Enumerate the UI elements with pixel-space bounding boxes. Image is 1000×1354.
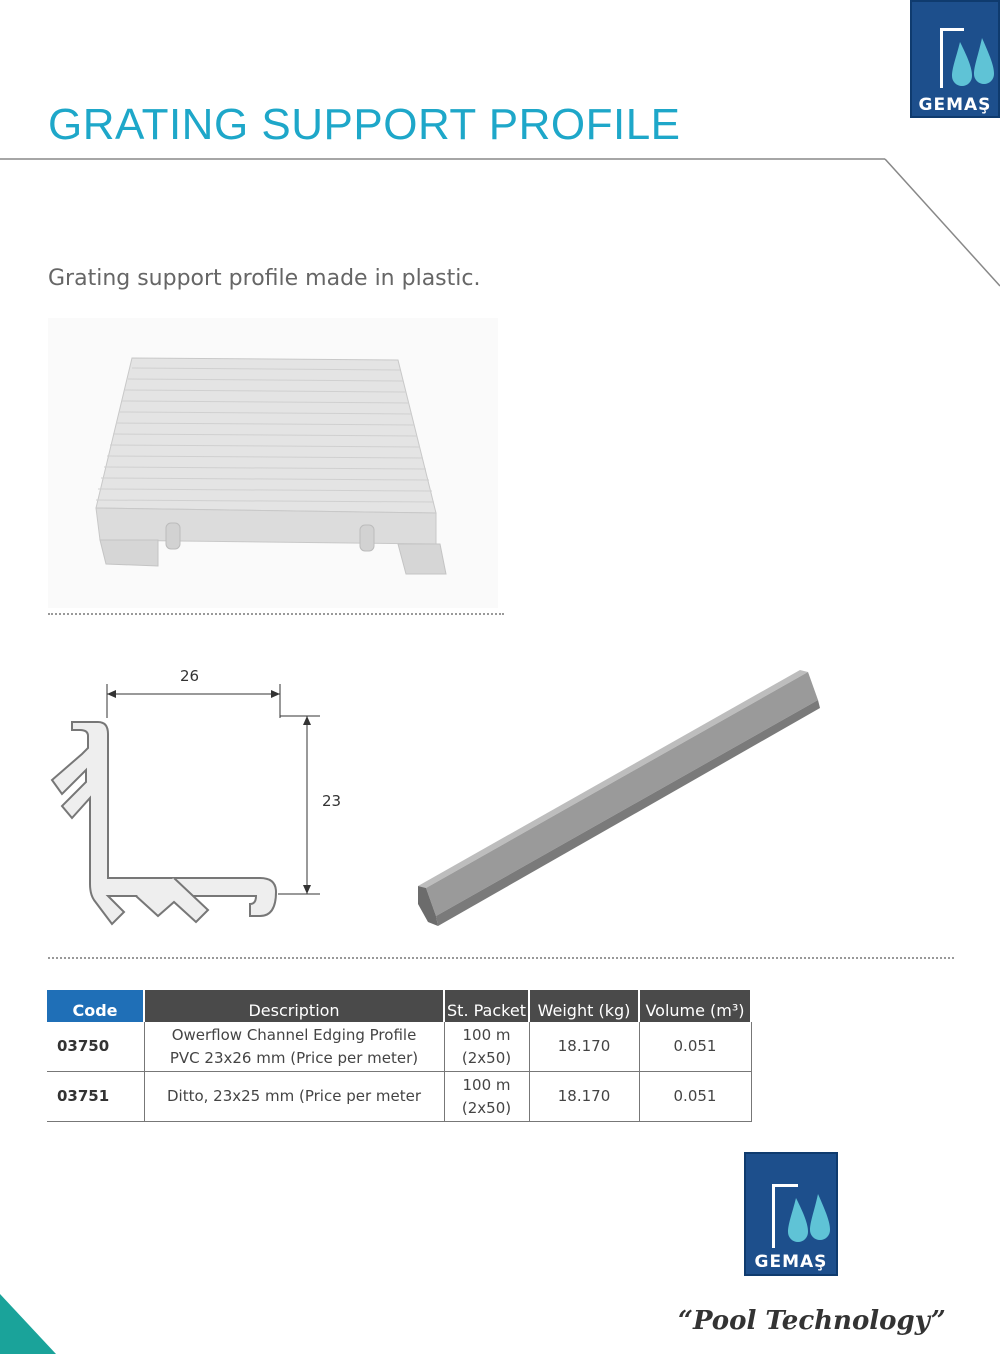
desc-line: Ditto, 23x25 mm (Price per meter [166,1087,422,1105]
page-title: GRATING SUPPORT PROFILE [48,100,681,149]
brand-name: GEMAŞ [912,94,998,116]
corner-accent [0,1294,60,1354]
cell-volume: 0.051 [639,1022,751,1072]
packet-line: (2x50) [461,1048,512,1067]
brand-logo-top [910,0,1000,118]
table-row [47,1022,751,1072]
dim-width-label: 26 [180,667,200,685]
divider [48,613,504,615]
cell-weight: 18.170 [529,1072,639,1122]
col-header-volume: Volume (m³) [639,990,751,1022]
cell-packet [444,1072,529,1122]
profile-section-drawing [50,680,350,940]
packet-line: 100 m [462,1025,511,1044]
brand-logo-bottom [744,1152,838,1276]
cell-code: 03751 [47,1072,144,1122]
col-header-weight: Weight (kg) [529,990,639,1022]
col-header-description: Description [144,990,444,1022]
cell-code: 03750 [47,1022,144,1072]
spec-table [47,990,752,1122]
drops-icon [746,1154,836,1254]
table-row [47,1072,751,1122]
cell-description [144,1022,444,1072]
cell-description [144,1072,444,1122]
cell-weight: 18.170 [529,1022,639,1072]
drops-icon [912,2,998,98]
grating-image [48,318,498,608]
packet-line: (2x50) [461,1098,512,1117]
divider [48,957,954,959]
col-header-packet: St. Packet [444,990,529,1022]
desc-line: Owerflow Channel Edging Profile [171,1025,417,1044]
col-header-code: Code [47,990,144,1022]
dim-height-label: 23 [322,792,342,810]
page-subtitle: Grating support profile made in plastic. [48,266,481,291]
brand-tagline: “Pool Technology” [678,1306,946,1336]
table-header-row [47,990,751,1022]
cell-volume: 0.051 [639,1072,751,1122]
brand-name: GEMAŞ [746,1250,836,1274]
cell-packet [444,1022,529,1072]
profile-bar-image [410,664,830,940]
packet-line: 100 m [462,1075,511,1094]
desc-line: PVC 23x26 mm (Price per meter) [169,1048,419,1067]
